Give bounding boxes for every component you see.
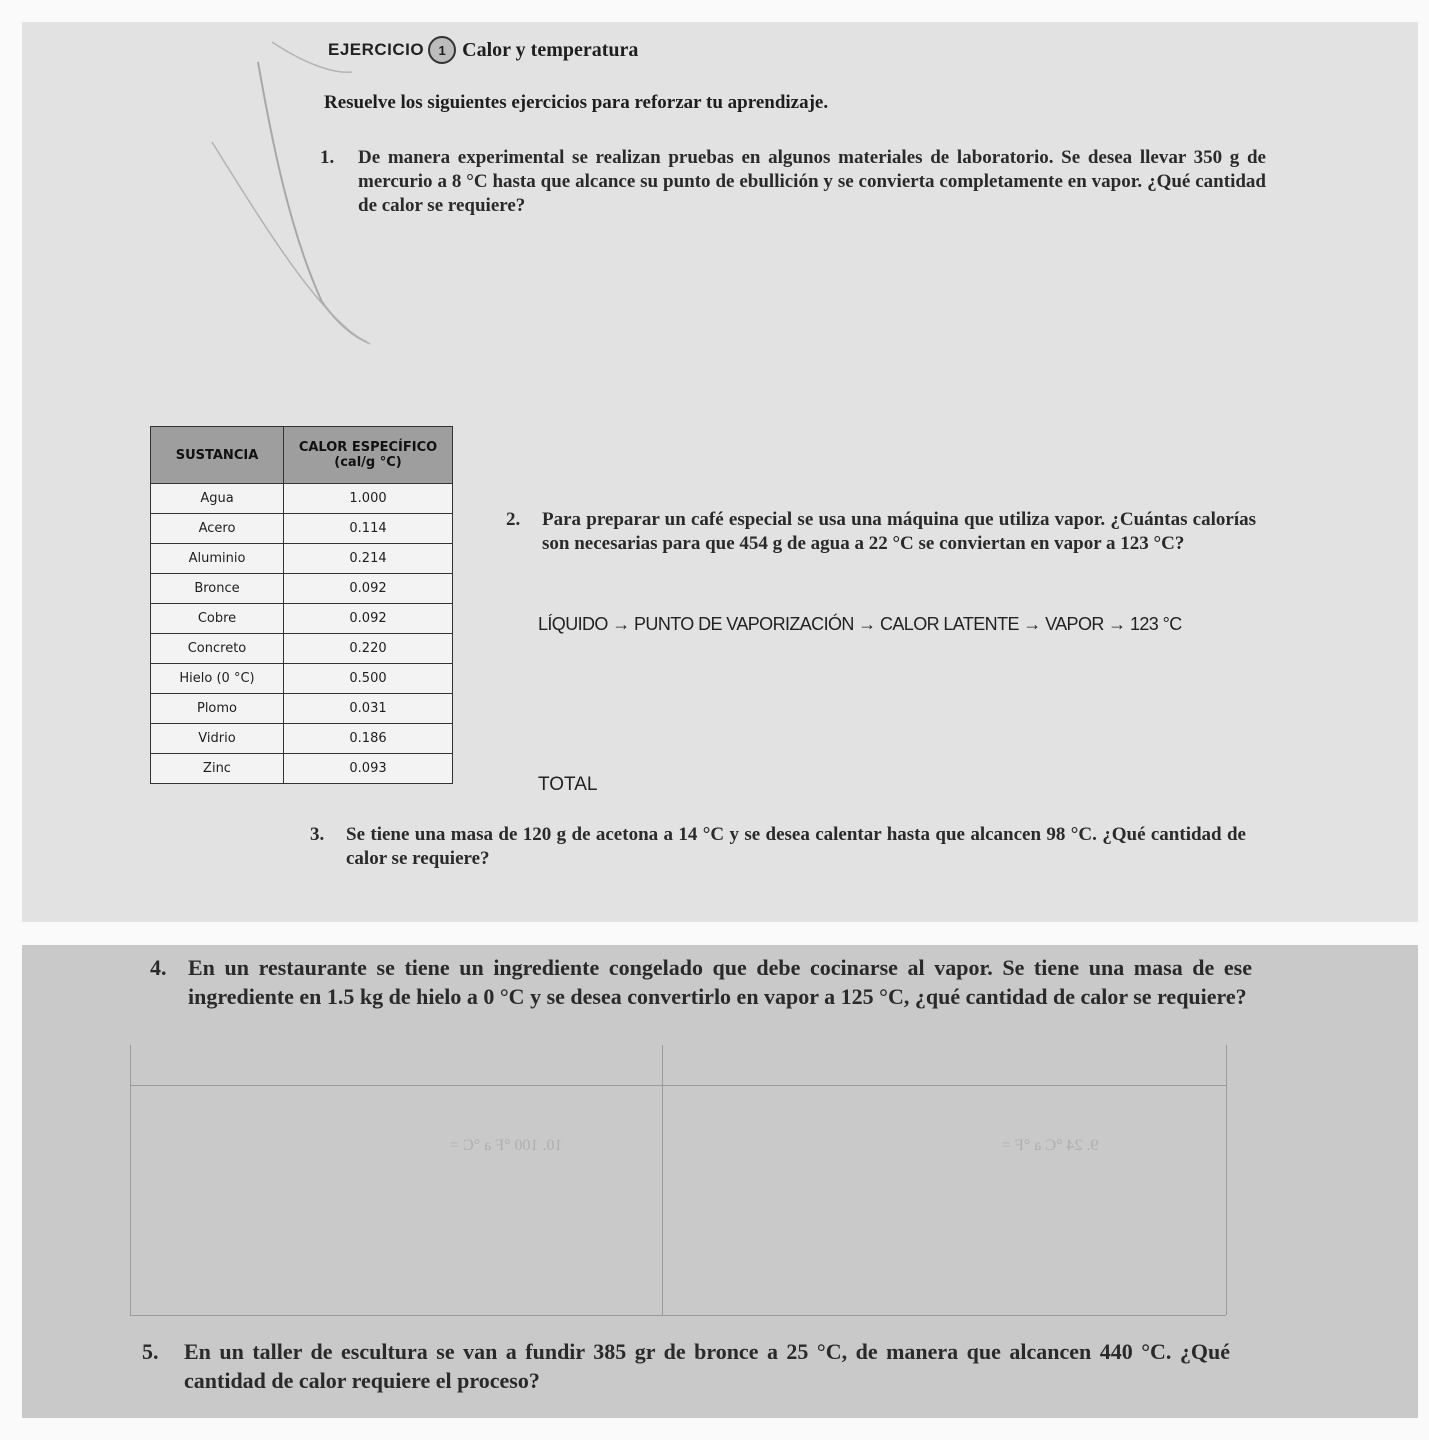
bleed-through-text: 9. 24 °C a °F = <box>1002 1137 1099 1154</box>
question-text: Para preparar un café especial se usa una máquina que utiliza vapor. ¿Cuántas calorías son necesarias para que 454 g de agua a 22 °C se conviertan en vapor a 123 °C? <box>542 509 1256 554</box>
table-cell: Concreto <box>151 634 284 664</box>
question-number: 3. <box>310 824 325 845</box>
exercise-title: Calor y temperatura <box>462 38 639 61</box>
table-cell: 0.114 <box>284 514 453 544</box>
question-4 <box>150 953 1254 1053</box>
worksheet-page-bottom <box>22 945 1418 1418</box>
bleed-through-rule <box>130 1045 131 1315</box>
table-cell: 0.093 <box>284 754 453 784</box>
table-cell: 0.092 <box>284 574 453 604</box>
exercise-number-badge: 1 <box>428 36 456 64</box>
question-number: 1. <box>320 147 335 168</box>
question-text: De manera experimental se realizan pruebas en algunos materiales de laboratorio. Se desea llevar 350 g de mercurio a 8 °C hasta que alcance su punto de ebullición y se convierta completamente en vapor. ¿Qué cantidad de calor se requiere? <box>358 147 1266 216</box>
table-cell: 0.031 <box>284 694 453 724</box>
exercise-label: EJERCICIO <box>328 40 425 59</box>
table-cell: Bronce <box>151 574 284 604</box>
handwritten-total-label: TOTAL <box>538 774 598 795</box>
table-row <box>151 754 453 784</box>
table-cell: 0.220 <box>284 634 453 664</box>
table-row <box>151 544 453 574</box>
table-row <box>151 634 453 664</box>
table-cell: 0.092 <box>284 604 453 634</box>
bleed-through-rule <box>130 1315 1226 1316</box>
table-row <box>151 574 453 604</box>
question-2 <box>506 508 1258 588</box>
table-cell: Hielo (0 °C) <box>151 664 284 694</box>
table-header-substance: SUSTANCIA <box>151 427 284 484</box>
table-row <box>151 724 453 754</box>
table-cell: Aluminio <box>151 544 284 574</box>
table-row <box>151 694 453 724</box>
exercise-header <box>328 36 638 64</box>
question-text: En un restaurante se tiene un ingrediente congelado que debe cocinarse al vapor. Se tiene una masa de ese ingrediente en 1.5 kg de hielo a 0 °C y se desea convertirlo en vapor a 125 °C, ¿qué cantidad de calor se requiere? <box>188 955 1252 1009</box>
question-text: En un taller de escultura se van a fundir 385 gr de bronce a 25 °C, de manera que alcancen 440 °C. ¿Qué cantidad de calor requiere el proceso? <box>184 1339 1230 1393</box>
table-cell: Agua <box>151 484 284 514</box>
table-cell: 0.500 <box>284 664 453 694</box>
table-cell: Cobre <box>151 604 284 634</box>
instructions: Resuelve los siguientes ejercicios para reforzar tu aprendizaje. <box>324 92 829 113</box>
table-row <box>151 514 453 544</box>
specific-heat-table <box>150 426 453 784</box>
handwritten-process-flow: LÍQUIDO → PUNTO DE VAPORIZACIÓN → CALOR LATENTE → VAPOR → 123 °C <box>538 614 1182 634</box>
question-3 <box>310 823 1250 883</box>
question-5 <box>142 1337 1232 1403</box>
table-cell: Zinc <box>151 754 284 784</box>
table-cell: 1.000 <box>284 484 453 514</box>
question-number: 5. <box>142 1339 159 1364</box>
question-1 <box>320 146 1268 246</box>
table-cell: Plomo <box>151 694 284 724</box>
table-row <box>151 664 453 694</box>
bleed-through-rule <box>130 1085 1226 1086</box>
question-number: 4. <box>150 955 167 980</box>
bleed-through-rule <box>1226 1045 1227 1315</box>
table-cell: Vidrio <box>151 724 284 754</box>
bleed-through-rule <box>662 1045 663 1315</box>
question-number: 2. <box>506 509 521 530</box>
table-row <box>151 604 453 634</box>
worksheet-page-top <box>22 22 1418 922</box>
table-cell: 0.186 <box>284 724 453 754</box>
question-text: Se tiene una masa de 120 g de acetona a 14 °C y se desea calentar hasta que alcancen 98 °C. ¿Qué cantidad de calor se requiere? <box>346 824 1246 869</box>
bleed-through-text: 10. 100 °F a °C = <box>450 1137 563 1154</box>
table-row <box>151 484 453 514</box>
table-header-specific-heat: CALOR ESPECÍFICO (cal/g °C) <box>284 427 453 484</box>
table-cell: Acero <box>151 514 284 544</box>
table-cell: 0.214 <box>284 544 453 574</box>
